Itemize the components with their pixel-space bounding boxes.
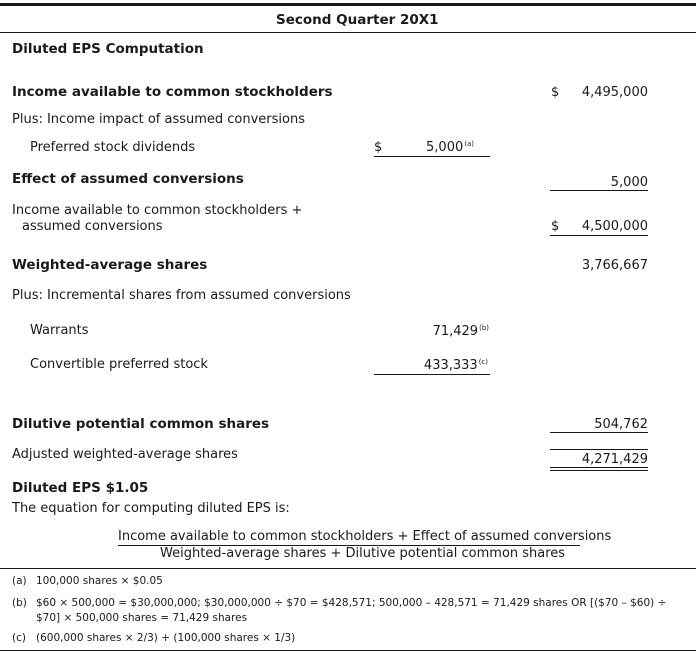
equation-numerator: Income available to common stockholders + Effect of assumed conversions xyxy=(118,529,612,544)
weighted-value: 3,766,667 xyxy=(581,258,648,273)
section-title: Diluted EPS Computation xyxy=(12,41,204,57)
plus-shares-label: Plus: Incremental shares from assumed conversions xyxy=(12,288,351,303)
footnote-ref-b: (b) xyxy=(479,324,489,332)
header-rule xyxy=(0,32,696,33)
adjusted-rule-bottom-2 xyxy=(550,470,648,471)
adjusted-rule-bottom-1 xyxy=(550,467,648,468)
dilutive-rule-top xyxy=(550,432,648,433)
footnote-c: (600,000 shares × 2/3) + (100,000 shares × 1/3) xyxy=(36,632,296,644)
footnote-a: 100,000 shares × $0.05 xyxy=(36,575,163,587)
warrants-value: 71,429 xyxy=(432,324,479,339)
footnote-ref-a: (a) xyxy=(464,140,474,148)
adjusted-rule-top xyxy=(550,449,648,450)
quarter-header: Second Quarter 20X1 xyxy=(276,12,439,28)
convertible-label: Convertible preferred stock xyxy=(30,357,208,372)
adjusted-label: Adjusted weighted-average shares xyxy=(12,447,238,462)
warrants-value-wrap xyxy=(433,324,489,339)
convertible-rule xyxy=(374,374,490,375)
preferred-dividends-cell xyxy=(374,140,490,157)
preferred-dividends-value: 5,000 xyxy=(426,140,464,155)
warrants-label: Warrants xyxy=(30,323,89,338)
dilutive-value: 504,762 xyxy=(594,417,648,432)
preferred-dividends-dollar: $ xyxy=(374,140,383,155)
income-dollar: $ xyxy=(551,85,560,100)
income-label: Income available to common stockholders xyxy=(12,84,333,100)
footnote-a-mark: (a) xyxy=(12,575,27,587)
footnote-c-mark: (c) xyxy=(12,632,26,644)
weighted-label: Weighted-average shares xyxy=(12,257,208,273)
convertible-value-wrap xyxy=(424,358,488,373)
income-total-label-line2: assumed conversions xyxy=(22,219,163,234)
preferred-dividends-value-wrap xyxy=(426,140,474,155)
effect-label: Effect of assumed conversions xyxy=(12,171,244,187)
equation-intro: The equation for computing diluted EPS is: xyxy=(12,501,290,516)
top-rule xyxy=(0,3,696,6)
bottom-rule xyxy=(0,650,696,651)
adjusted-value: 4,271,429 xyxy=(581,452,648,467)
income-total-label-line1: Income available to common stockholders + xyxy=(12,203,303,218)
plus-income-label: Plus: Income impact of assumed conversions xyxy=(12,112,306,127)
footnote-b-line1: $60 × 500,000 = $30,000,000; $30,000,000 ÷ $70 = $428,571; 500,000 – 428,571 = 71,429 shares OR [($70 – $60) ÷ xyxy=(36,597,667,609)
footnote-rule xyxy=(0,568,696,569)
effect-value: 5,000 xyxy=(610,175,648,190)
footnote-b-line2: $70] × 500,000 shares = 71,429 shares xyxy=(36,612,248,624)
diluted-eps-label: Diluted EPS $1.05 xyxy=(12,480,149,496)
equation-denominator: Weighted-average shares + Dilutive potential common shares xyxy=(160,546,566,561)
income-total-value: 4,500,000 xyxy=(581,219,648,234)
income-value: 4,495,000 xyxy=(581,85,648,100)
income-total-rule xyxy=(550,235,648,236)
convertible-value: 433,333 xyxy=(423,358,478,373)
dilutive-label: Dilutive potential common shares xyxy=(12,416,270,432)
footnote-ref-c: (c) xyxy=(478,358,488,366)
footnote-b-mark: (b) xyxy=(12,597,27,609)
preferred-dividends-label: Preferred stock dividends xyxy=(30,140,196,155)
effect-rule xyxy=(550,190,648,191)
income-total-dollar: $ xyxy=(551,219,560,234)
